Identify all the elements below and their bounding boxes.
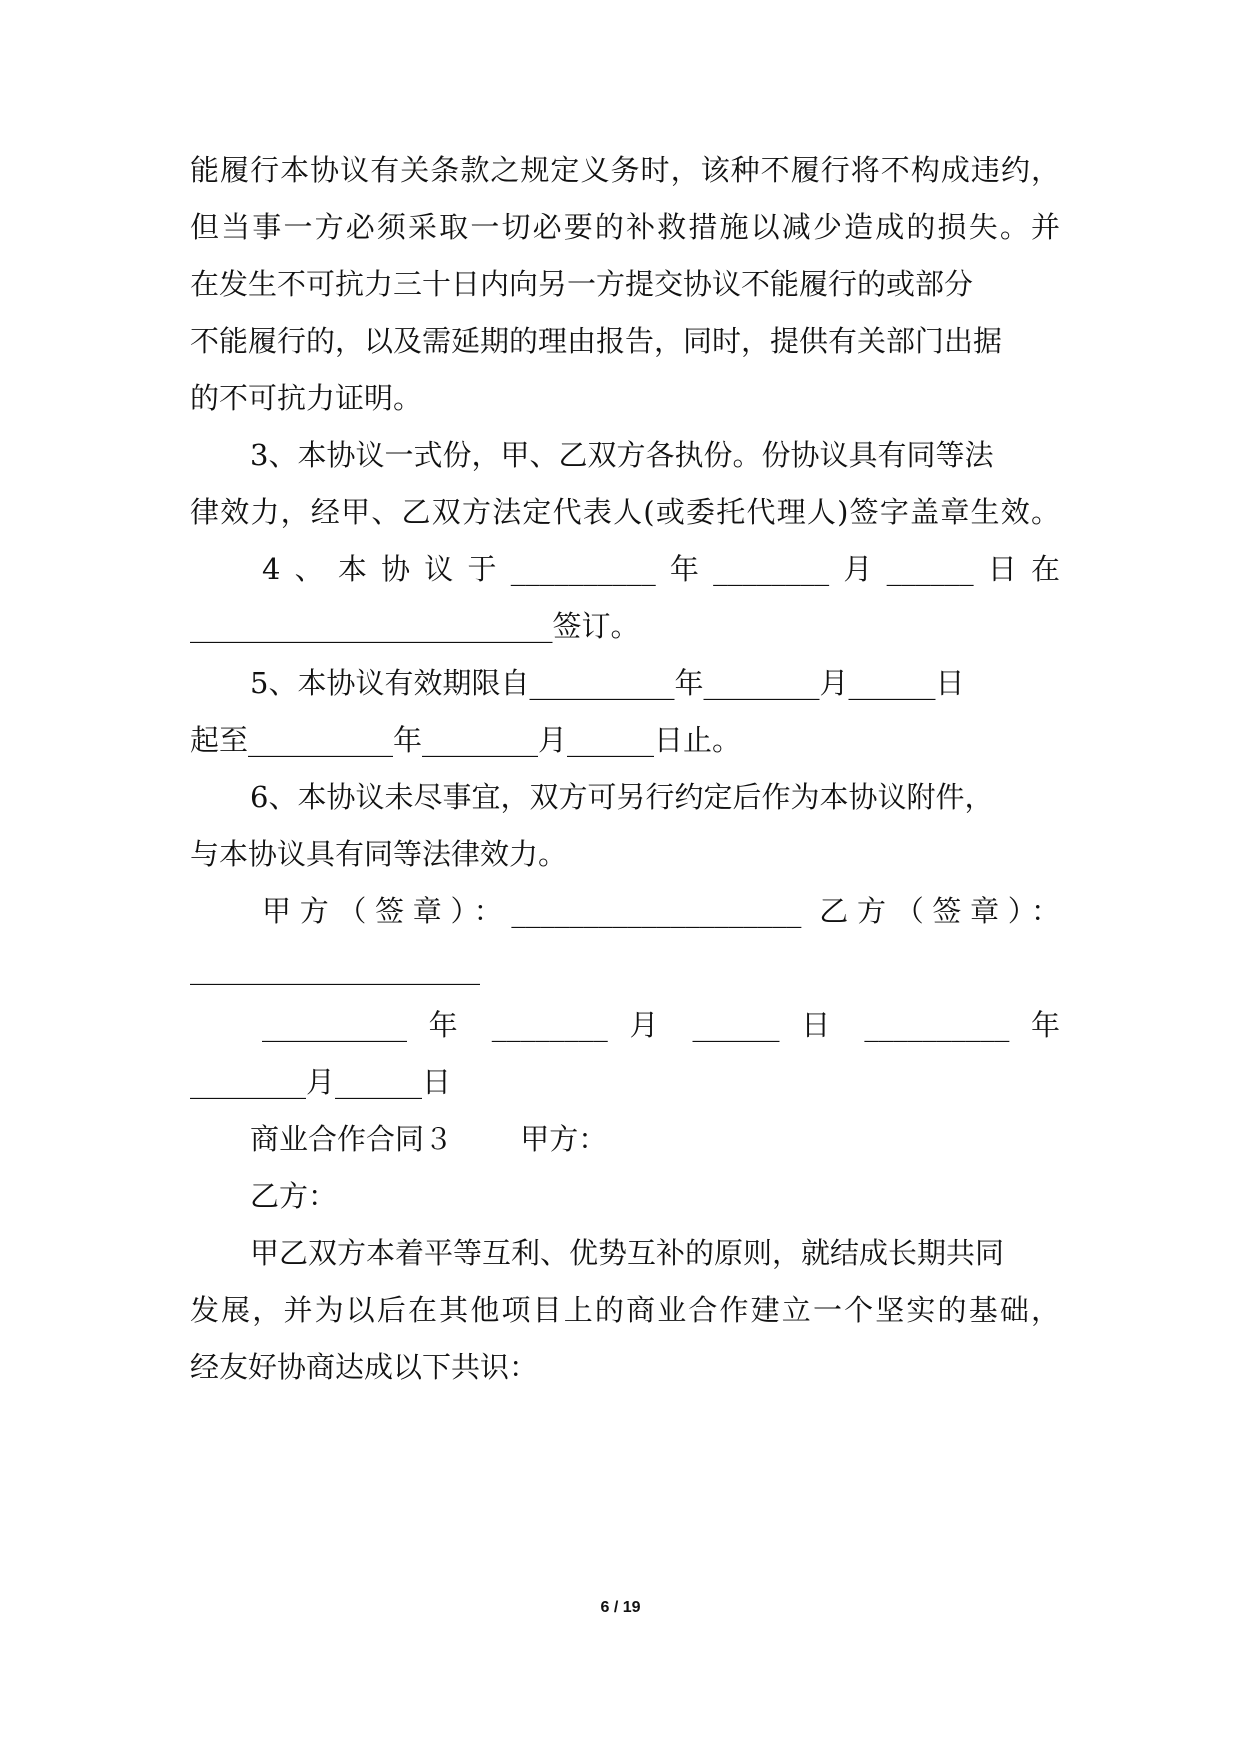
page-number: 6 / 19 [600,1599,641,1616]
body-line: 在发生不可抗力三十日内向另一方提交协议不能履行的或部分 [190,267,974,301]
signature-line: ____________________ [190,951,480,985]
date-line: ________月______日 [190,1065,452,1099]
body-line: 甲乙双方本着平等互利、优势互补的原则，就结成长期共同 [250,1236,1005,1270]
body-line: 律效力，经甲、乙双方法定代表人(或委托代理人)签字盖章生效。 [190,495,1060,529]
body-line: _________________________签订。 [190,609,640,643]
body-line: 3、本协议一式份，甲、乙双方各执份。份协议具有同等法 [250,438,994,472]
body-line: 乙方： [250,1179,338,1213]
body-line: 发展，并为以后在其他项目上的商业合作建立一个坚实的基础， [190,1293,1060,1327]
date-line: __________ 年 ________ 月 ______ 日 __________ 年 [262,1008,1060,1042]
body-line: 不能履行的，以及需延期的理由报告，同时，提供有关部门出据 [190,324,1003,358]
section-heading: 商业合作合同３ 甲方： [250,1122,608,1156]
body-line: 4、本协议于__________年________月______日在 [262,552,1060,586]
body-line: 经友好协商达成以下共识： [190,1350,539,1384]
body-line: 与本协议具有同等法律效力。 [190,837,568,871]
body-line: 但当事一方必须采取一切必要的补救措施以减少造成的损失。并 [190,210,1060,244]
body-line: 起至__________年________月______日止。 [190,723,742,757]
body-line: 能履行本协议有关条款之规定义务时，该种不履行将不构成违约， [190,153,1060,187]
body-line: 5、本协议有效期限自__________年________月______日 [250,666,965,700]
signature-line: 甲方（签章）：____________________ 乙方（签章）： [262,894,1060,928]
body-line: 6、本协议未尽事宜，双方可另行约定后作为本协议附件， [250,780,994,814]
body-line: 的不可抗力证明。 [190,381,423,415]
